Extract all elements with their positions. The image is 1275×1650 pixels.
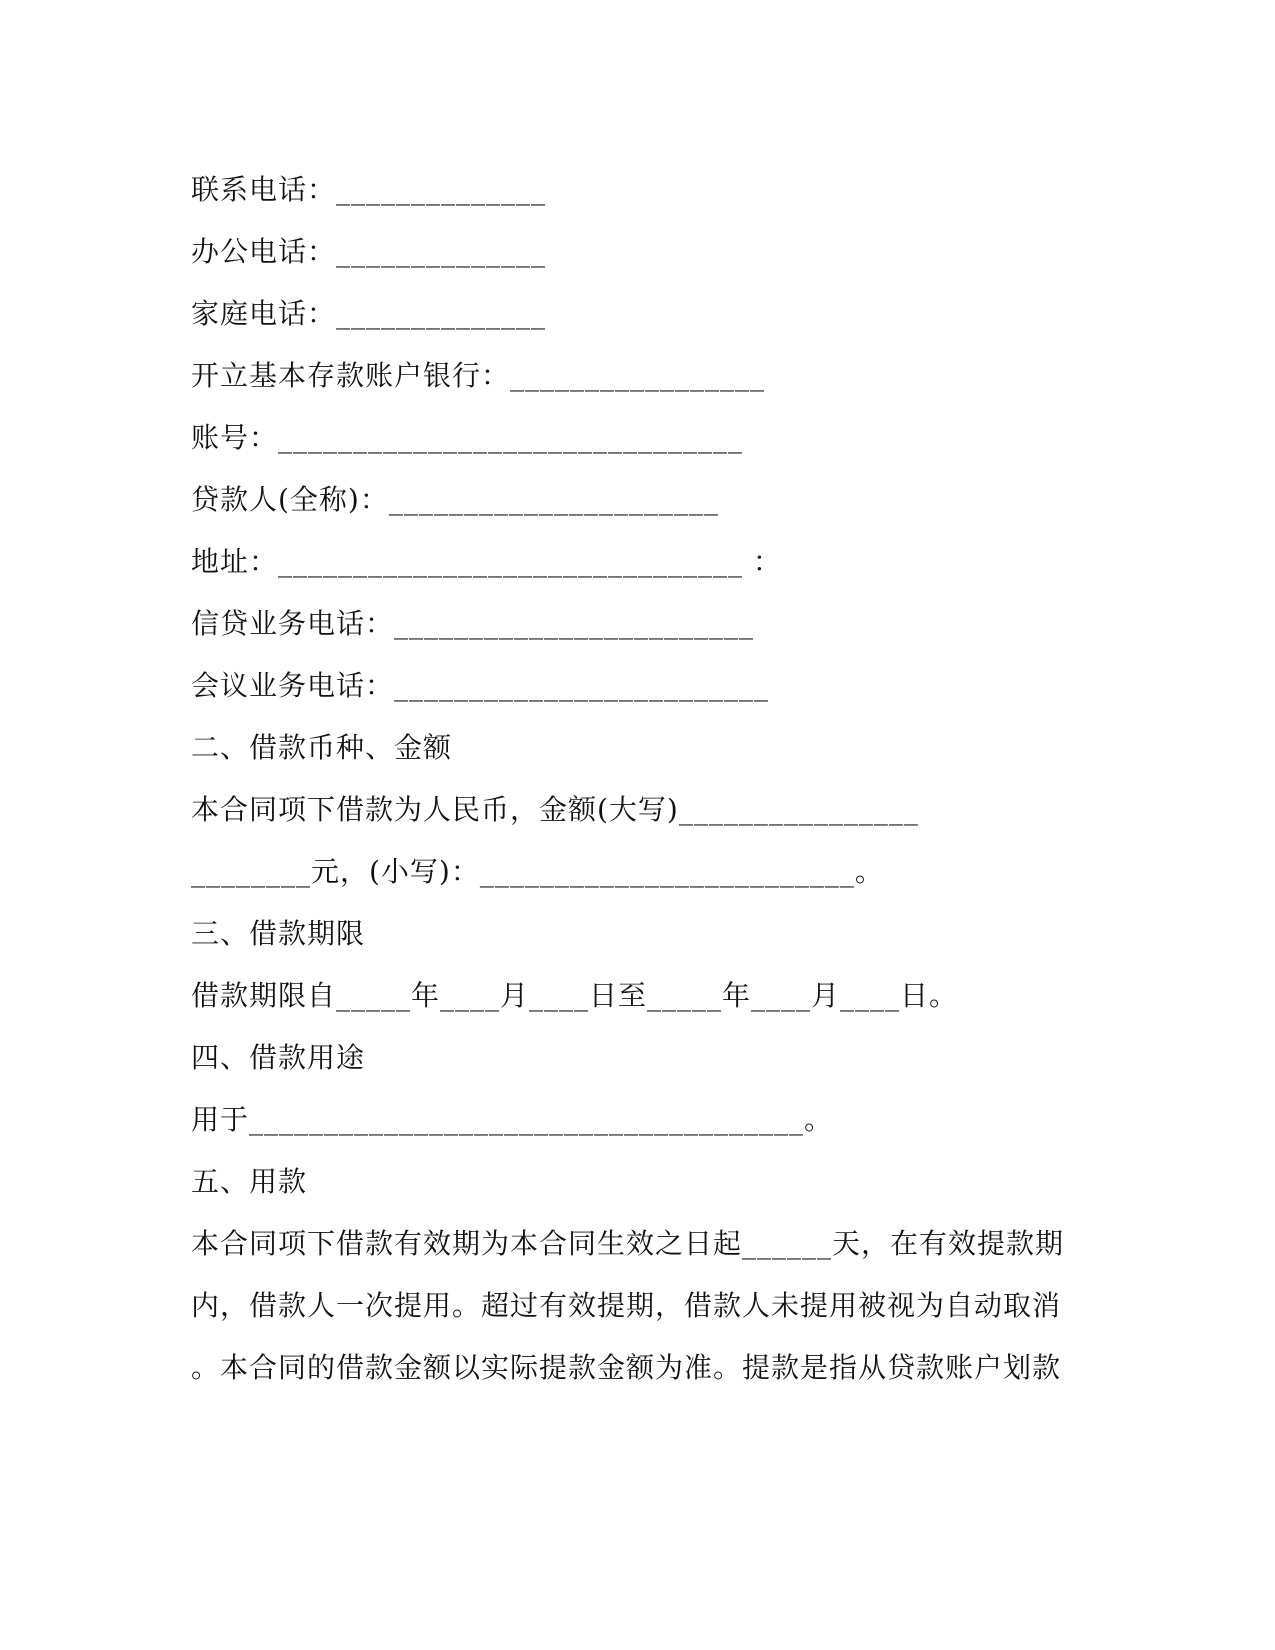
usage-paragraph-line-1: 本合同项下借款有效期为本合同生效之日起______天，在有效提款期 [191,1227,1065,1260]
home-phone-line: 家庭电话：______________ [191,297,547,330]
address-line: 地址：_______________________________ ： [191,545,782,578]
lender-name-line: 贷款人(全称)：______________________ [191,483,719,516]
section-4-heading: 四、借款用途 [191,1041,366,1074]
amount-lowercase-line: ________元，(小写)：_________________________。 [191,855,884,888]
section-3-heading: 三、借款期限 [191,917,366,950]
section-5-heading: 五、用款 [191,1165,308,1198]
loan-purpose-line: 用于_____________________________________。 [191,1103,834,1136]
usage-paragraph-line-3: 。本合同的借款金额以实际提款金额为准。提款是指从贷款账户划款 [191,1351,1062,1384]
account-number-line: 账号：_______________________________ [191,421,744,454]
office-phone-line: 办公电话：______________ [191,235,547,268]
deposit-bank-line: 开立基本存款账户银行：_________________ [191,359,766,392]
amount-uppercase-line: 本合同项下借款为人民币，金额(大写)________________ [191,793,919,826]
loan-term-line: 借款期限自_____年____月____日至_____年____月____日。 [191,979,959,1012]
section-2-heading: 二、借款币种、金额 [191,731,453,764]
credit-phone-line: 信贷业务电话：________________________ [191,607,755,640]
contact-phone-line: 联系电话：______________ [191,173,547,206]
meeting-phone-line: 会议业务电话：_________________________ [191,669,770,702]
usage-paragraph-line-2: 内，借款人一次提用。超过有效提期，借款人未提用被视为自动取消 [191,1289,1062,1322]
